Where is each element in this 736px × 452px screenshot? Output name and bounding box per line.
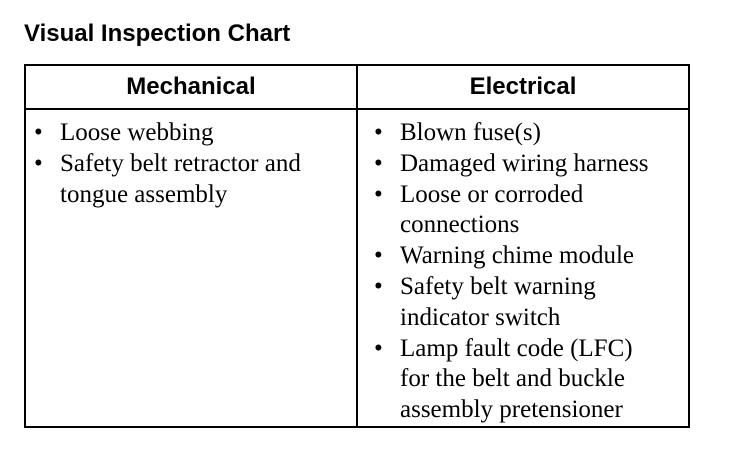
- list-item-text: Loose webbing: [60, 119, 214, 146]
- bullet-icon: •: [374, 334, 383, 362]
- table-body-row: [26, 110, 688, 426]
- list-item: [374, 180, 688, 242]
- mechanical-column-cell: [26, 110, 358, 426]
- bullet-icon: •: [374, 242, 383, 270]
- bullet-icon: •: [374, 149, 383, 177]
- list-item: [374, 272, 688, 334]
- list-item-text: Damaged wiring harness: [400, 149, 649, 177]
- mechanical-item-list: [34, 118, 356, 210]
- inspection-table: [24, 64, 690, 428]
- list-item-text: Loose or corroded connections: [400, 180, 584, 239]
- bullet-icon: •: [374, 180, 383, 208]
- list-item: [34, 118, 356, 149]
- electrical-column-header: Electrical: [469, 73, 577, 100]
- electrical-item-list: [374, 118, 688, 426]
- bullet-icon: •: [374, 272, 383, 300]
- list-item: [34, 149, 356, 211]
- table-header-row: [26, 66, 688, 110]
- list-item-text: Lamp fault code (LFC) for the belt and buckle assembly pretensioner: [400, 334, 633, 424]
- electrical-column-cell: [358, 110, 688, 426]
- list-item: [374, 334, 688, 426]
- list-item: [374, 118, 688, 149]
- bullet-icon: •: [34, 119, 43, 146]
- list-item-text: Safety belt retractor and tongue assembly: [60, 149, 301, 208]
- list-item-text: Safety belt warning indicator switch: [400, 272, 596, 331]
- list-item-text: Warning chime module: [400, 242, 635, 270]
- mechanical-column-header: Mechanical: [26, 66, 358, 108]
- list-item: [374, 149, 688, 180]
- list-item: [374, 241, 688, 272]
- list-item-text: Blown fuse(s): [400, 119, 541, 146]
- bullet-icon: •: [374, 119, 383, 146]
- bullet-icon: •: [34, 149, 43, 177]
- page-title: Visual Inspection Chart: [24, 20, 291, 47]
